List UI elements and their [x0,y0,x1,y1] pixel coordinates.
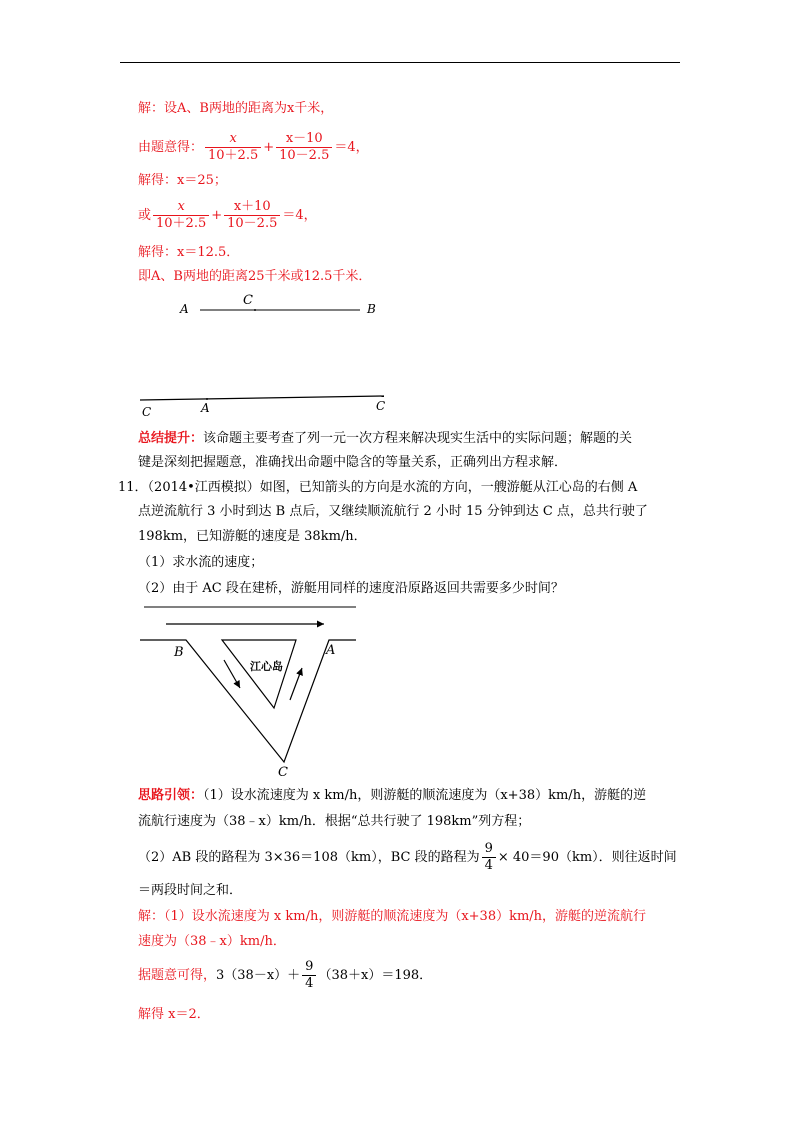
equation-prefix: 由题意得： [138,140,204,155]
solution-equation-1: 由题意得： $\frac{x}{10+2.5}$ + $\frac{x-10}{10-2.5}$ ＝4， [138,131,369,163]
problem-11-line-1: 11．（2014•江西模拟）如图，已知箭头的方向是水流的方向，一艘游艇从江心岛的右侧 A [118,480,638,495]
label-a: A [201,401,210,415]
island-label: 江心岛 [250,660,283,673]
problem-11-question-1: （1）求水流的速度； [138,555,264,570]
label-c-left: C [142,405,152,419]
label-a: A [326,643,336,658]
label-a: A [180,302,189,316]
solution2-line-4: 解得 x＝2． [138,1007,210,1022]
upstream-arrow [290,668,302,700]
fraction: $\frac{x-10}{10-2.5}$ [276,131,332,164]
problem-number: 11． [118,480,148,495]
river-channel [140,640,356,762]
solution-line-5: 解得：x＝12.5． [138,245,240,260]
segment-figure-cac [134,388,404,422]
fraction: $\frac{x}{10+2.5}$ [153,199,209,232]
summary-line-2: 键是深刻把握题意，准确找出命题中隐含的等量关系，正确列出方程求解． [138,455,568,470]
solution-equation-2: 或 $\frac{x}{10+2.5}$ + $\frac{x+10}{10-2.5}$ ＝4， [138,199,317,231]
label-c: C [278,765,288,780]
solution-line-1: 解：设A、B两地的距离为x千米， [138,101,334,116]
fraction: $\frac{9}{4}$ [302,959,316,992]
equation-prefix: 或 [138,208,152,223]
problem-11-line-3: 198km，已知游艇的速度是 38km/h． [138,529,367,544]
header-rule [120,62,680,63]
fraction: $\frac{x}{10+2.5}$ [205,131,261,164]
hint-label: 思路引领： [138,788,204,803]
problem-11-line-2: 点逆流航行 3 小时到达 B 点后，又继续顺流航行 2 小时 15 分钟到达 C 点，总共行驶了 [138,504,648,519]
label-b: B [367,302,376,316]
label-b: B [174,645,184,660]
hint-line-2: 流航行速度为（38﹣x）km/h．根据“总共行驶了 198km”列方程； [138,814,531,829]
downstream-arrow [224,660,240,688]
river-island-figure [136,604,366,780]
solution-line-3: 解得：x＝25； [138,173,227,188]
fraction: $\frac{x+10}{10-2.5}$ [224,199,280,232]
hint-line-4: ＝两段时间之和． [138,883,243,898]
fraction: $\frac{9}{4}$ [482,841,496,874]
solution2-line-2: 速度为（38﹣x）km/h． [138,934,286,949]
summary-label: 总结提升： [138,431,204,446]
hint-line-1: 思路引领：（1）设水流速度为 x km/h，则游艇的顺流速度为（x+38）km/h，游艇的逆 [138,788,647,803]
label-c-right: C [376,399,386,413]
segment-line [140,396,384,400]
summary-line-1: 总结提升：该命题主要考查了列一元一次方程来解决现实生活中的实际问题；解题的关 [138,431,633,446]
hint-line-3: （2）AB 段的路程为 3×36＝108（km），BC 段的路程为 $\frac{9}{4}$ × 40＝90（km）．则往返时间 [138,841,677,873]
point-a [206,398,208,400]
solution2-equation: 据题意可得，3（38－x）＋ $\frac{9}{4}$ （38＋x）＝198． [138,959,433,991]
label-c: C [243,293,253,308]
solution2-line-1: 解：（1）设水流速度为 x km/h，则游艇的顺流速度为（x+38）km/h，游艇的逆流航行 [138,909,647,924]
segment-figure-acb [170,288,390,324]
point-c [254,309,256,311]
problem-11-question-2: （2）由于 AC 段在建桥，游艇用同样的速度沿原路返回共需要多少时间？ [138,581,564,596]
solution-line-6: 即A、B两地的距离25千米或12.5千米． [138,269,372,284]
